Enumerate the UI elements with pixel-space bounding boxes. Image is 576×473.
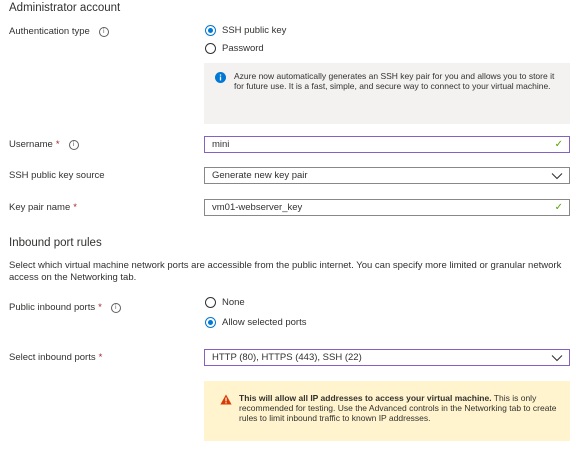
info-circle-icon bbox=[215, 72, 226, 83]
radio-unselected-icon[interactable] bbox=[205, 43, 216, 54]
username-label bbox=[9, 139, 79, 150]
ssh-source-value: Generate new key pair bbox=[212, 170, 308, 181]
radio-ssh-public-key[interactable] bbox=[205, 25, 286, 36]
key-pair-label bbox=[9, 202, 77, 213]
select-ports-label-text: Select inbound ports bbox=[9, 352, 96, 363]
info-icon[interactable]: i bbox=[69, 140, 79, 150]
username-label-text: Username bbox=[9, 139, 53, 150]
radio-selected-icon[interactable] bbox=[205, 25, 216, 36]
ssh-source-label bbox=[9, 170, 105, 181]
key-pair-value: vm01-webserver_key bbox=[212, 202, 303, 213]
radio-none[interactable] bbox=[205, 297, 245, 308]
key-pair-input[interactable] bbox=[204, 199, 570, 216]
public-ports-label-text: Public inbound ports bbox=[9, 302, 96, 313]
warning-text bbox=[239, 393, 560, 431]
select-ports-label bbox=[9, 352, 102, 363]
required-marker: * bbox=[98, 302, 102, 313]
chevron-down-icon bbox=[551, 354, 563, 362]
radio-password-label: Password bbox=[222, 43, 264, 54]
auth-type-label bbox=[9, 26, 109, 37]
radio-none-label: None bbox=[222, 297, 245, 308]
ssh-source-dropdown[interactable] bbox=[204, 167, 570, 184]
warning-body-text: This is only recommended for testing. Use the Advanced controls in the Networking tab to create rules to limit inbound traffic to known IP addresses. bbox=[239, 393, 557, 423]
inbound-section-title: Inbound port rules bbox=[9, 237, 102, 249]
inbound-description: Select which virtual machine network ports are accessible from the public internet. You can specify more limited or granular network access on the Networking tab. bbox=[9, 260, 562, 283]
valid-check-icon: ✓ bbox=[554, 139, 563, 150]
public-ports-label bbox=[9, 302, 121, 313]
required-marker: * bbox=[73, 202, 77, 213]
required-marker: * bbox=[98, 352, 103, 363]
key-pair-label-text: Key pair name bbox=[9, 202, 71, 213]
radio-ssh-label: SSH public key bbox=[222, 25, 287, 36]
radio-selected-icon[interactable] bbox=[205, 317, 216, 328]
username-value: mini bbox=[212, 139, 230, 150]
admin-section-title: Administrator account bbox=[9, 2, 121, 14]
radio-allow-label: Allow selected ports bbox=[222, 317, 307, 328]
select-ports-dropdown[interactable] bbox=[204, 349, 570, 366]
auth-type-label-text: Authentication type bbox=[9, 26, 90, 37]
required-marker: * bbox=[55, 139, 60, 150]
radio-password[interactable] bbox=[205, 43, 264, 54]
radio-allow-selected-ports[interactable] bbox=[205, 317, 306, 328]
ssh-info-text: Azure now automatically generates an SSH key pair for you and allows you to store it for future use. It is a fast, simple, and secure way to connect to your virtual machine. bbox=[234, 71, 555, 91]
username-input[interactable] bbox=[204, 136, 570, 153]
chevron-down-icon bbox=[551, 172, 563, 180]
valid-check-icon: ✓ bbox=[554, 202, 563, 213]
warning-triangle-icon bbox=[220, 394, 232, 405]
select-ports-value: HTTP (80), HTTPS (443), SSH (22) bbox=[212, 352, 362, 363]
ssh-source-label-text: SSH public key source bbox=[9, 170, 105, 181]
info-icon[interactable]: i bbox=[111, 303, 121, 313]
info-icon[interactable]: i bbox=[99, 27, 109, 37]
radio-unselected-icon[interactable] bbox=[205, 297, 216, 308]
ssh-info-box bbox=[204, 63, 570, 124]
warning-box bbox=[204, 381, 570, 441]
warning-bold-text: This will allow all IP addresses to access your virtual machine. bbox=[239, 393, 492, 403]
